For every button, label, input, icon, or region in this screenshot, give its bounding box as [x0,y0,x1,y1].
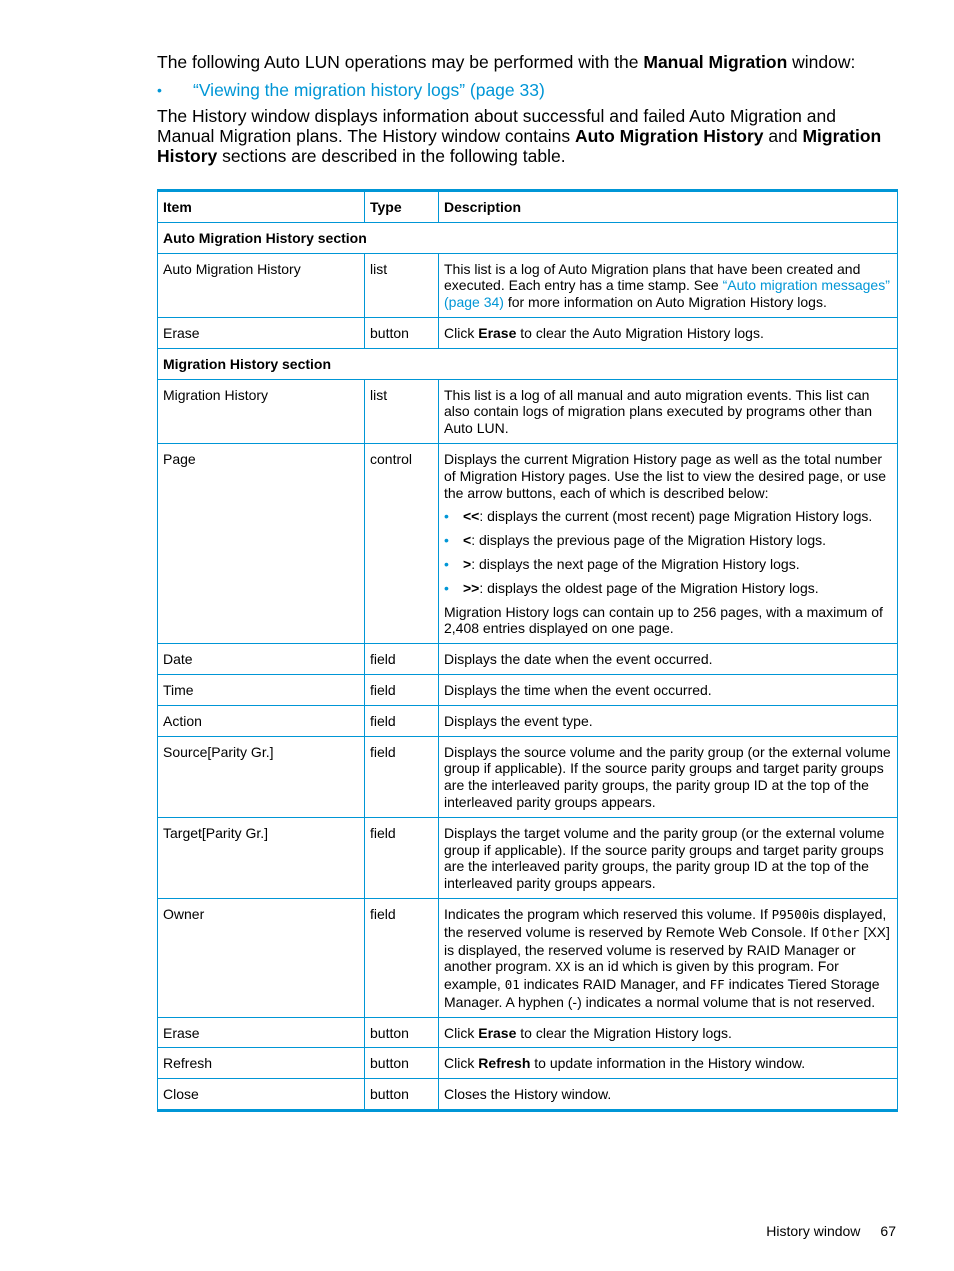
cell-type: field [365,644,439,675]
table-row [158,443,898,643]
xref-viewing-migration-history[interactable]: “Viewing the migration history logs” (page 33) [193,80,545,100]
xref-auto-migration-messages[interactable]: “Auto migration messages” (page 34) [444,277,890,311]
cell-item: Close [158,1079,365,1111]
arrow-button-list [444,508,892,596]
cell-type: field [365,817,439,898]
cell-item: Auto Migration History [158,253,365,317]
table-row [158,705,898,736]
bullet-symbol: > [463,555,472,572]
cell-description [439,1048,898,1079]
cell-type: field [365,705,439,736]
table-row [158,317,898,348]
cell-item: Date [158,644,365,675]
code-text: FF [709,977,725,993]
cell-type: list [365,379,439,443]
cell-type: field [365,736,439,817]
bullet-symbol: << [463,508,480,525]
cell-item: Action [158,705,365,736]
desc-text: Indicates the program which reserved this volume. If [444,905,772,922]
intro-text: The following Auto LUN operations may be performed with the [157,52,644,72]
desc-text: indicates Tiered Storage Manager. A hyphen (-) indicates a normal volume that is not reserved. [444,976,880,1010]
cell-description: Displays the target volume and the parity group (or the external volume group if applicable). If the source parity groups and target parity groups are the interleaved parity groups, the parity group ID at the top of the interleaved parity groups appears. [439,817,898,898]
list-item [157,80,897,100]
bullet-text: : displays the oldest page of the Migration History logs. [479,579,819,596]
table-row [158,674,898,705]
table-row [158,736,898,817]
cell-description [439,1017,898,1048]
desc-text: [XX] is displayed, the reserved volume is reserved by RAID Manager or another program. [444,923,890,975]
header-item: Item [158,191,365,223]
desc-text: to clear the Auto Migration History logs. [516,324,764,341]
para-bold: Migration History [157,126,882,166]
code-text: P9500 [771,906,810,922]
section-row [158,348,898,379]
table-row [158,1048,898,1079]
code-text: XX [555,959,571,975]
page-number: 67 [880,1223,896,1239]
section-migration-history: Migration History section [158,348,898,379]
cell-type: button [365,1017,439,1048]
header-description: Description [439,191,898,223]
page-footer [766,1222,896,1240]
list-item [444,508,892,525]
para-text: sections are described in the following table. [217,146,566,166]
table-row [158,817,898,898]
table-row [158,1079,898,1111]
desc-bold: Erase [478,324,517,341]
cell-description [439,898,898,1017]
bullet-text: : displays the previous page of the Migration History logs. [471,532,827,549]
cell-type: control [365,443,439,643]
cell-type: list [365,253,439,317]
cell-item: Migration History [158,379,365,443]
desc-text: is displayed, the reserved volume is reserved by Remote Web Console. If [444,905,887,940]
cell-type: field [365,674,439,705]
table-row [158,1017,898,1048]
cell-description: Displays the source volume and the parity group (or the external volume group if applicable). If the source parity groups and target parity groups are the interleaved parity groups, the parity group ID at the top of the interleaved parity groups appears. [439,736,898,817]
desc-text: to clear the Migration History logs. [516,1024,732,1041]
table-row [158,253,898,317]
table-row [158,379,898,443]
cell-description [439,443,898,643]
cell-item: Page [158,443,365,643]
cell-item: Target[Parity Gr.] [158,817,365,898]
history-table [157,189,898,1112]
cell-item: Erase [158,1017,365,1048]
code-text: 01 [504,977,520,993]
section-auto-migration: Auto Migration History section [158,222,898,253]
intro-bold: Manual Migration [643,52,788,72]
bullet-text: : displays the current (most recent) page Migration History logs. [479,508,873,525]
bullet-text: : displays the next page of the Migration History logs. [471,555,800,572]
list-item [444,556,892,573]
table-row [158,644,898,675]
cell-description: Displays the date when the event occurred. [439,644,898,675]
header-type: Type [365,191,439,223]
bullet-symbol: >> [463,579,480,596]
cell-type: field [365,898,439,1017]
desc-bold: Refresh [478,1055,531,1072]
cell-item: Source[Parity Gr.] [158,736,365,817]
cell-description: Displays the time when the event occurred. [439,674,898,705]
cell-description: This list is a log of all manual and auto migration events. This list can also contain logs of migration plans executed by programs other than Auto LUN. [439,379,898,443]
table-header-row [158,191,898,223]
list-item [444,532,892,549]
para-bold: Auto Migration History [574,126,764,146]
cell-item: Time [158,674,365,705]
cell-item: Erase [158,317,365,348]
intro-paragraph [157,52,897,72]
desc-text: to update information in the History window. [530,1055,806,1072]
link-list [157,80,897,100]
section-row [158,222,898,253]
history-paragraph [157,106,897,166]
list-item [444,580,892,597]
intro-text-end: window: [787,52,856,72]
desc-text: is an id which is given by this program. For example, [444,958,839,993]
cell-type: button [365,317,439,348]
cell-item: Owner [158,898,365,1017]
desc-text: Click [444,1055,479,1072]
table-row [158,898,898,1017]
desc-text: Displays the current Migration History page as well as the total number of Migration History pages. Use the list to view the desired page, or use the arrow buttons, each of which is described below: [444,450,886,501]
desc-text: Click [444,324,479,341]
desc-text: for more information on Auto Migration History logs. [503,294,827,311]
bullet-symbol: < [463,532,472,549]
desc-text: indicates RAID Manager, and [519,976,710,993]
footer-section-title: History window [766,1223,861,1239]
cell-description [439,253,898,317]
cell-description: Displays the event type. [439,705,898,736]
desc-text: Click [444,1024,479,1041]
page-body [157,52,897,166]
para-text: and [763,126,803,146]
cell-item: Refresh [158,1048,365,1079]
desc-bold: Erase [478,1024,517,1041]
cell-description: Closes the History window. [439,1079,898,1111]
desc-text: Migration History logs can contain up to 256 pages, with a maximum of 2,408 entries displayed on one page. [444,603,883,637]
code-text: Other [821,924,860,940]
cell-type: button [365,1048,439,1079]
desc-text: This list is a log of Auto Migration plans that have been created and executed. Each entry has a time stamp. See [444,260,861,294]
cell-description [439,317,898,348]
para-text: The History window displays information about successful and failed Auto Migration and Manual Migration plans. The History window contains [157,106,836,146]
cell-type: button [365,1079,439,1111]
